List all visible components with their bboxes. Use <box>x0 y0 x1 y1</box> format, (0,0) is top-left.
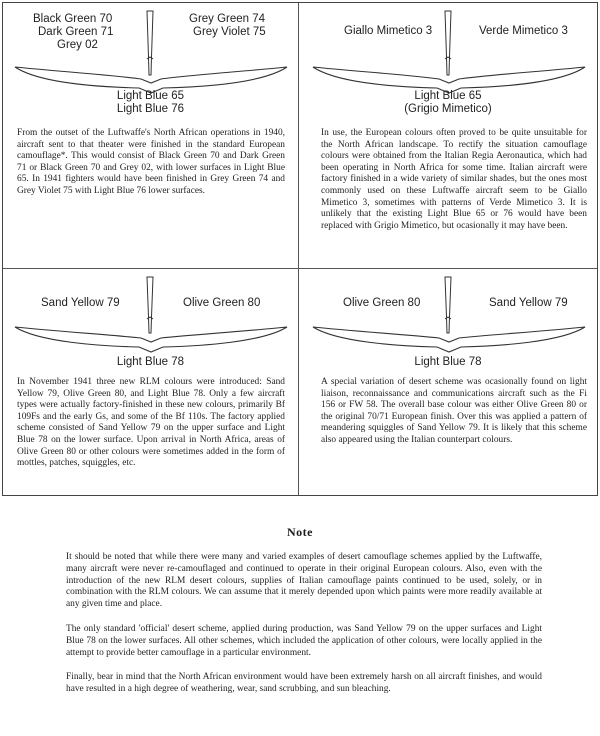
color-label: Giallo Mimetico 3 <box>344 25 433 37</box>
scheme-grid <box>2 2 598 496</box>
scheme-panel-rlm-desert <box>3 269 298 495</box>
color-label: Light Blue 65 <box>414 90 482 102</box>
note-title: Note <box>287 525 313 539</box>
color-label: Dark Green 71 <box>38 26 114 38</box>
color-label: (Grigio Mimetico) <box>404 103 492 115</box>
scheme-description: A special variation of desert scheme was ocasionally found on light liaison, reconnaissance and communications aircraft such as the Fi 156 or FW 58. The overall base colour was either Olive Green 80 or the original 70/71 European finish. Over this was applied a pattern of meandering squiggles of Sand Yellow 79. It is likely that this scheme also appeared using the Italian counterpart colours. <box>321 377 587 445</box>
scheme-panel-liaison <box>299 269 597 495</box>
color-label: Grey Violet 75 <box>193 26 266 38</box>
color-label: Light Blue 78 <box>116 356 185 368</box>
color-label: Light Blue 78 <box>414 356 482 368</box>
color-label: Light Blue 65 <box>116 90 185 102</box>
color-label: Olive Green 80 <box>343 297 421 309</box>
aircraft-plan-view <box>311 9 587 97</box>
scheme-description: From the outset of the Luftwaffe's North African operations in 1940, aircraft sent to that theater were finished in the standard European camouflage*. This would consist of Black Green 70 and Dark Green 71 or Black Green 70 and Grey 02, with lower surfaces in Light Blue 65. In 1941 fighters would have been finished in Grey Green 74 and Grey Violet 75 with Light Blue 76 lower surfaces. <box>17 128 285 196</box>
color-label: Olive Green 80 <box>183 297 261 309</box>
color-label: Grey Green 74 <box>189 13 266 25</box>
aircraft-plan-view <box>311 275 587 355</box>
scheme-panel-italian <box>299 3 597 268</box>
scheme-panel-european <box>3 3 298 268</box>
note-paragraph: It should be noted that while there were many and varied examples of desert camouflage schemes applied by the Luftwaffe, many aircraft were never re-camouflaged and continued to operate in their original European colours. Also, even with the introduction of the new RLM desert colours, supplies of Italian camouflage paints continued to be used, solely, or in combination with the RLM colours. We can assume that it merely depended upon which paints were more readily available at any given time and place. <box>66 552 542 610</box>
note-paragraph: Finally, bear in mind that the North African environment would have been extremely harsh on all aircraft finishes, and would have resulted in a high degree of weathering, wear, sand scrubbing, and sun bleaching. <box>66 672 542 694</box>
aircraft-plan-view <box>13 9 289 97</box>
scheme-description: In use, the European colours often proved to be quite unsuitable for the North African landscape. To rectify the situation camouflage colours were obtained from the Italian Regia Aeronautica, which had been operating in North Africa for some time. Italian aircraft were factory finished in a wide variety of similar shades, but the ones most commonly used on these Luftwaffe aircraft seem to be Giallo Mimetico 3, sometimes with patterns of Verde Mimetico 3. It is unlikely that the existing Light Blue 65 or 76 would have been replaced with Grigio Mimetico, but ocasionally it may have been. <box>321 128 587 231</box>
note-paragraph: The only standard 'official' desert scheme, applied during production, was Sand Yellow 79 on the upper surfaces and Light Blue 78 on the lower surfaces. All other schemes, which included the application of other colours, were locally applied in the attempt to provide better camouflage in a particular environment. <box>66 624 542 658</box>
aircraft-plan-view <box>13 275 289 355</box>
color-label: Black Green 70 <box>33 13 113 25</box>
color-label: Grey 02 <box>57 39 98 51</box>
scheme-description: In November 1941 three new RLM colours were introduced: Sand Yellow 79, Olive Green 80, and Light Blue 78. Only a few aircraft types were actually factory-finished in these new colours, primarily Bf 109Fs and the early Gs, and some of the Bf 110s. The factory applied scheme consisted of Sand Yellow 79 on the upper surface and Light Blue 78 on the lower surface. Upon arrival in North Africa, areas of Olive Green 80 or other colours were sometimes added in the form of mottles, patches, squiggles, etc. <box>17 377 285 469</box>
color-label: Sand Yellow 79 <box>41 297 120 309</box>
color-label: Verde Mimetico 3 <box>479 25 568 37</box>
color-label: Light Blue 76 <box>116 103 185 115</box>
color-label: Sand Yellow 79 <box>489 297 568 309</box>
